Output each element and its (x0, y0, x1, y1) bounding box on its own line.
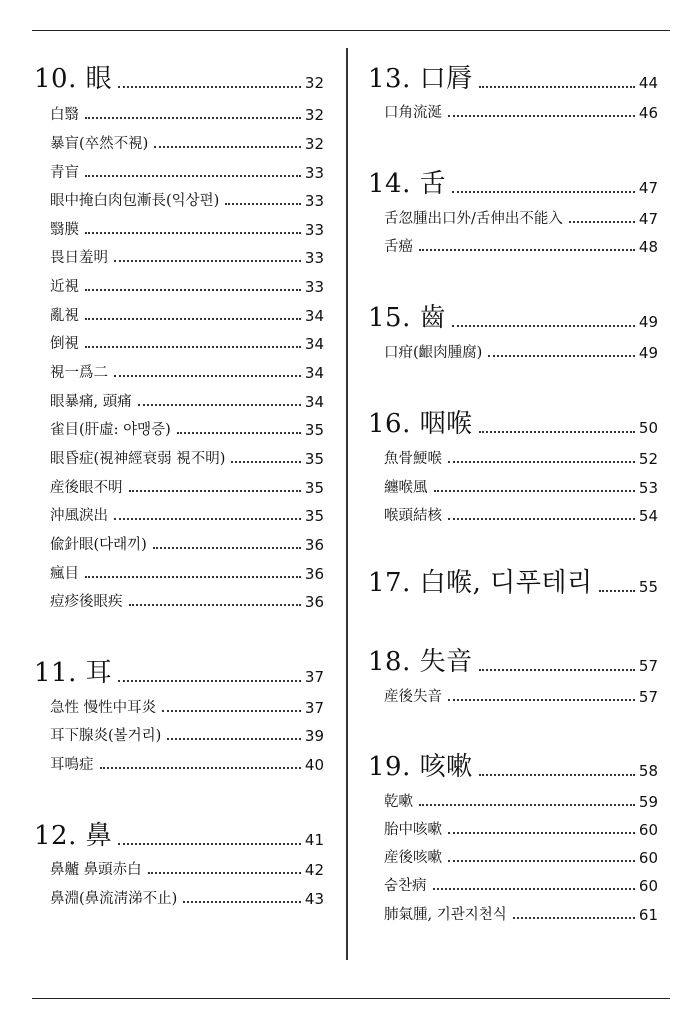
dot-leader (479, 431, 635, 433)
entry-title: 舌癌 (384, 239, 413, 255)
section-title: 17. 白喉, 디푸테리 (368, 568, 593, 598)
dot-leader (513, 917, 635, 919)
page-number: 49 (638, 313, 658, 331)
entry-title: 亂視 (50, 308, 79, 324)
entry-title: 肺氣腫, 기관지천식 (384, 907, 507, 923)
entry-title: 耳鳴症 (50, 757, 94, 773)
dot-leader (183, 901, 301, 903)
toc-entry (384, 905, 658, 925)
page-number: 35 (304, 421, 324, 439)
dot-leader (488, 355, 635, 357)
page-number: 32 (304, 74, 324, 92)
dot-leader (85, 346, 301, 348)
toc-entry (384, 687, 658, 707)
section-title: 18. 失音 (368, 647, 473, 677)
page-number: 34 (304, 335, 324, 353)
toc-entry (50, 860, 324, 880)
entry-title: 耳下腺炎(볼거리) (50, 728, 162, 744)
dot-leader (167, 738, 301, 740)
page-number: 36 (304, 565, 324, 583)
entry-title: 雀目(肝虛: 야맹증) (50, 422, 171, 438)
dot-leader (100, 767, 301, 769)
section-title: 12. 鼻 (34, 821, 113, 851)
page-number: 33 (304, 192, 324, 210)
page-number: 33 (304, 164, 324, 182)
dot-leader (448, 699, 635, 701)
entry-title: 숨찬病 (384, 878, 427, 894)
toc-section-heading (368, 64, 658, 94)
page-number: 47 (638, 210, 658, 228)
dot-leader (85, 175, 301, 177)
toc-entry (384, 343, 658, 363)
dot-leader (569, 221, 635, 223)
page-number: 46 (638, 104, 658, 122)
dot-leader (448, 832, 635, 834)
toc-entry (50, 334, 324, 354)
entry-title: 舌忽腫出口外/舌伸出不能入 (384, 211, 563, 227)
page-number: 39 (304, 727, 324, 745)
toc-entry (384, 506, 658, 526)
page-number: 47 (638, 179, 658, 197)
page-number: 33 (304, 221, 324, 239)
page-number: 35 (304, 479, 324, 497)
entry-title: 視一爲二 (50, 365, 108, 381)
toc-section-heading (34, 821, 324, 851)
dot-leader (479, 774, 635, 776)
toc-section-heading (368, 303, 658, 333)
page-number: 36 (304, 536, 324, 554)
dot-leader (85, 289, 301, 291)
toc-entry (384, 478, 658, 498)
dot-leader (85, 318, 301, 320)
dot-leader (448, 518, 635, 520)
page-number: 60 (638, 849, 658, 867)
section-title: 11. 耳 (34, 658, 113, 688)
entry-title: 暴盲(卒然不視) (50, 136, 149, 152)
page-number: 35 (304, 507, 324, 525)
dot-leader (225, 203, 301, 205)
page-number: 34 (304, 364, 324, 382)
toc-entry (50, 449, 324, 469)
page-number: 32 (304, 106, 324, 124)
dot-leader (129, 490, 301, 492)
page-number: 41 (304, 831, 324, 849)
bottom-rule (32, 998, 670, 999)
toc-entry (50, 698, 324, 718)
dot-leader (118, 86, 301, 88)
page-number: 32 (304, 135, 324, 153)
dot-leader (452, 191, 635, 193)
dot-leader (448, 115, 635, 117)
page-number: 57 (638, 657, 658, 675)
entry-title: 産後失音 (384, 689, 442, 705)
page-number: 42 (304, 861, 324, 879)
toc-entry (50, 535, 324, 555)
entry-title: 眼中掩白肉包漸長(익상편) (50, 193, 220, 209)
toc-entry (50, 363, 324, 383)
page-number: 48 (638, 238, 658, 256)
page-number: 60 (638, 877, 658, 895)
toc-entry (50, 134, 324, 154)
entry-title: 乾嗽 (384, 794, 413, 810)
section-title: 14. 舌 (368, 169, 447, 199)
page-number: 57 (638, 688, 658, 706)
entry-title: 偸針眼(다래끼) (50, 537, 147, 553)
dot-leader (599, 590, 635, 592)
top-rule (32, 30, 670, 31)
entry-title: 口角流涎 (384, 105, 442, 121)
entry-title: 白翳 (50, 107, 79, 123)
toc-entry (50, 564, 324, 584)
dot-leader (162, 710, 301, 712)
toc-entry (384, 209, 658, 229)
entry-title: 鼻淵(鼻流淸涕不止) (50, 891, 178, 907)
toc-entry (384, 103, 658, 123)
page-number: 37 (304, 668, 324, 686)
dot-leader (452, 325, 635, 327)
column-divider (346, 48, 348, 960)
toc-entry (50, 248, 324, 268)
section-title: 10. 眼 (34, 64, 113, 94)
entry-title: 産後咳嗽 (384, 850, 442, 866)
dot-leader (138, 404, 301, 406)
toc-entry (50, 726, 324, 746)
dot-leader (231, 461, 300, 463)
dot-leader (114, 375, 301, 377)
page-number: 61 (638, 906, 658, 924)
page-number: 40 (304, 756, 324, 774)
toc-section-heading (368, 169, 658, 199)
dot-leader (448, 860, 635, 862)
page-number: 35 (304, 450, 324, 468)
entry-title: 近視 (50, 279, 79, 295)
toc-section-heading (368, 568, 658, 598)
toc-section-heading (368, 647, 658, 677)
dot-leader (479, 669, 635, 671)
dot-leader (419, 804, 635, 806)
page-number: 59 (638, 793, 658, 811)
dot-leader (85, 117, 301, 119)
entry-title: 畏日羞明 (50, 250, 108, 266)
toc-entry (50, 420, 324, 440)
toc-entry (384, 449, 658, 469)
entry-title: 痘疹後眼疾 (50, 594, 123, 610)
toc-entry (384, 792, 658, 812)
entry-title: 青盲 (50, 165, 79, 181)
dot-leader (114, 260, 301, 262)
dot-leader (148, 872, 301, 874)
section-title: 13. 口脣 (368, 64, 473, 94)
toc-entry (50, 306, 324, 326)
dot-leader (154, 146, 301, 148)
dot-leader (434, 490, 635, 492)
entry-title: 倒視 (50, 336, 79, 352)
dot-leader (114, 518, 301, 520)
page-number: 44 (638, 74, 658, 92)
dot-leader (419, 249, 635, 251)
toc-entry (50, 220, 324, 240)
toc-entry (50, 163, 324, 183)
entry-title: 眼昏症(視神經衰弱 視不明) (50, 451, 226, 467)
page-number: 37 (304, 699, 324, 717)
section-title: 15. 齒 (368, 303, 447, 333)
toc-entry (50, 506, 324, 526)
dot-leader (177, 432, 301, 434)
entry-title: 纏喉風 (384, 480, 428, 496)
dot-leader (479, 86, 635, 88)
section-title: 19. 咳嗽 (368, 752, 473, 782)
toc-entry (50, 889, 324, 909)
entry-title: 翳膜 (50, 222, 79, 238)
page-number: 36 (304, 593, 324, 611)
page-number: 54 (638, 507, 658, 525)
entry-title: 瘋目 (50, 566, 79, 582)
section-title: 16. 咽喉 (368, 409, 473, 439)
page-number: 55 (638, 578, 658, 596)
entry-title: 魚骨鯁喉 (384, 451, 442, 467)
dot-leader (448, 461, 635, 463)
entry-title: 沖風淚出 (50, 508, 108, 524)
dot-leader (85, 232, 301, 234)
page-number: 34 (304, 393, 324, 411)
page-number: 49 (638, 344, 658, 362)
toc-entry (384, 876, 658, 896)
entry-title: 急性 慢性中耳炎 (50, 700, 157, 716)
dot-leader (129, 604, 301, 606)
page-number: 53 (638, 479, 658, 497)
toc-entry (50, 277, 324, 297)
page-number: 34 (304, 307, 324, 325)
page-number: 58 (638, 762, 658, 780)
toc-section-heading (368, 409, 658, 439)
toc-entry (50, 755, 324, 775)
page-number: 52 (638, 450, 658, 468)
dot-leader (85, 576, 301, 578)
entry-title: 胎中咳嗽 (384, 822, 442, 838)
dot-leader (153, 547, 301, 549)
page-number: 43 (304, 890, 324, 908)
entry-title: 口疳(齦肉腫腐) (384, 345, 483, 361)
toc-entry (384, 820, 658, 840)
toc-entry (50, 478, 324, 498)
toc-section-heading (34, 658, 324, 688)
toc-entry (50, 191, 324, 211)
dot-leader (433, 888, 635, 890)
entry-title: 喉頭結核 (384, 508, 442, 524)
entry-title: 眼暴痛, 頭痛 (50, 394, 132, 410)
page-number: 50 (638, 419, 658, 437)
dot-leader (118, 843, 301, 845)
toc-section-heading (34, 64, 324, 94)
entry-title: 産後眼不明 (50, 480, 123, 496)
toc-section-heading (368, 752, 658, 782)
toc-entry (50, 392, 324, 412)
toc-entry (50, 592, 324, 612)
page-number: 60 (638, 821, 658, 839)
page-number: 33 (304, 278, 324, 296)
toc-entry (384, 237, 658, 257)
entry-title: 鼻齇 鼻頭赤白 (50, 862, 142, 878)
dot-leader (118, 680, 301, 682)
page-number: 33 (304, 249, 324, 267)
toc-entry (50, 105, 324, 125)
toc-entry (384, 848, 658, 868)
